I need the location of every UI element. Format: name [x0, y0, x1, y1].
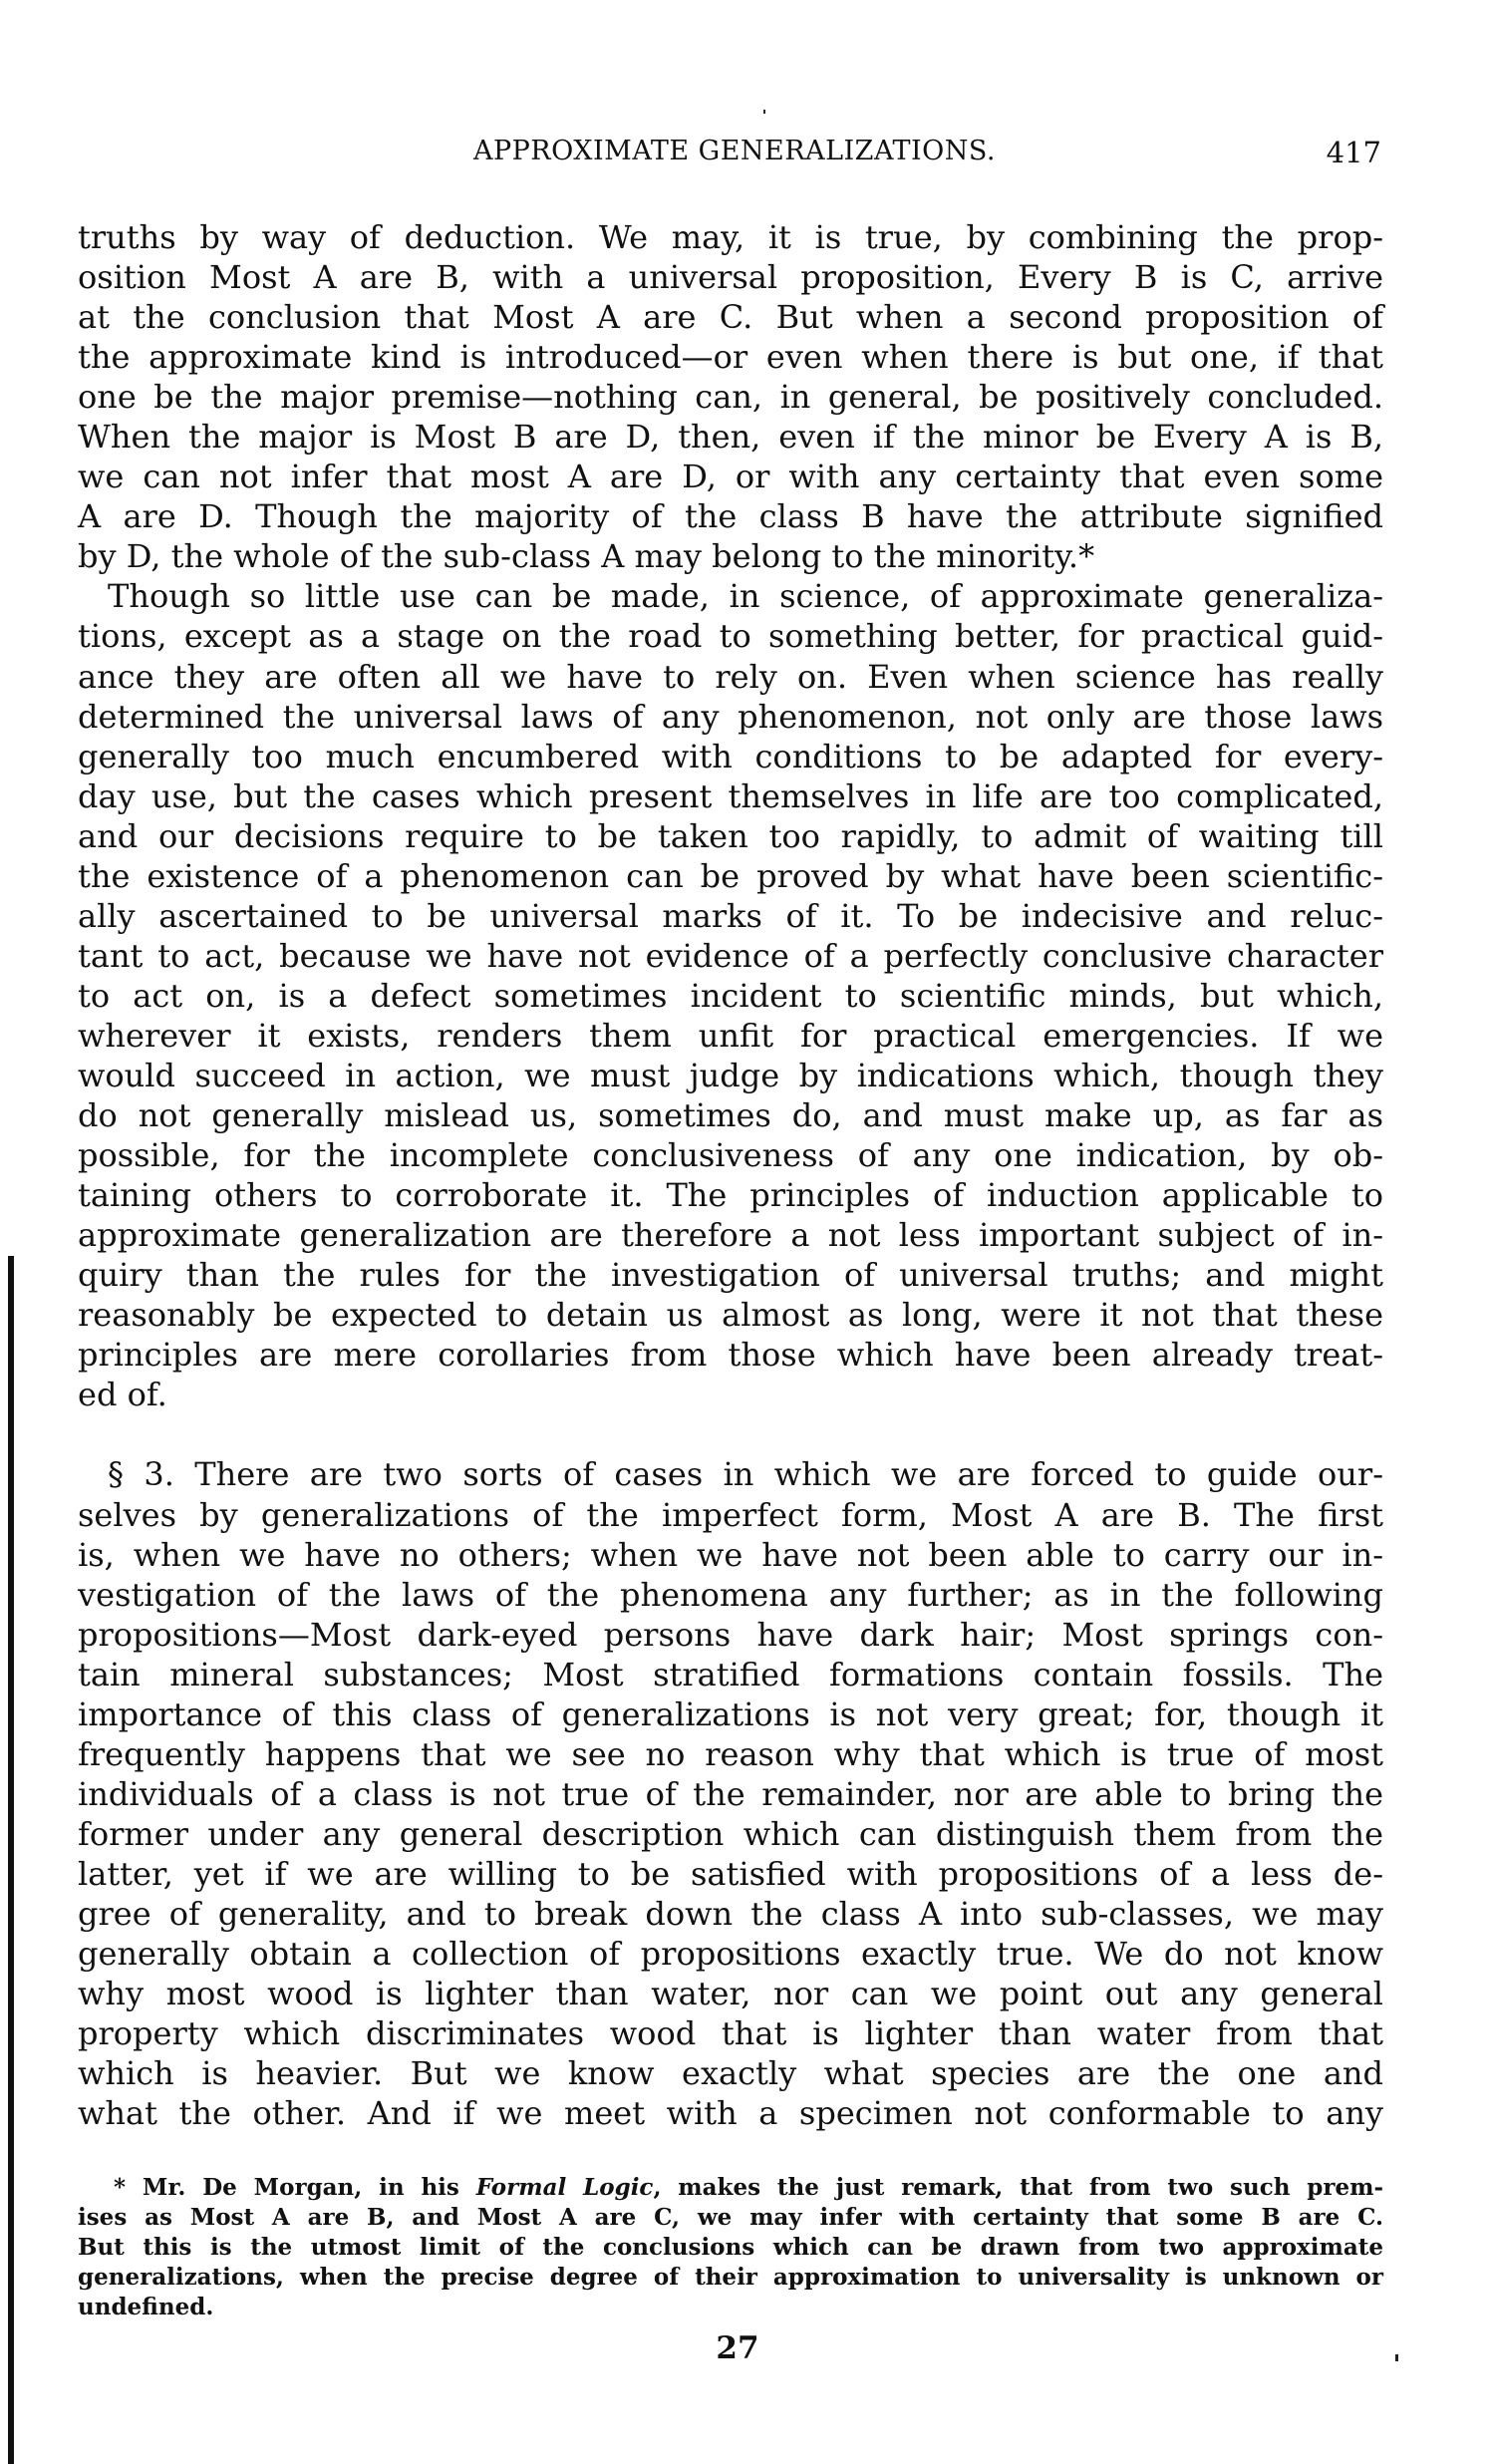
- text-line: generally too much encumbered with conditions to be adapted for every-: [78, 737, 1383, 775]
- paragraph: [78, 217, 1383, 576]
- text-line: one be the major premise—nothing can, in general, be positively concluded.: [78, 378, 1383, 417]
- text-line: truths by way of deduction. We may, it is true, by combining the prop-: [78, 218, 1383, 256]
- text-line: day use, but the cases which present themselves in life are too complicated,: [78, 776, 1383, 815]
- running-title: APPROXIMATE GENERALIZATIONS.: [472, 136, 997, 166]
- text-line: which is heavier. But we know exactly what species are the one and: [78, 2054, 1383, 2093]
- text-line: importance of this class of generalizations is not very great; for, though it: [78, 1694, 1383, 1733]
- text-line: individuals of a class is not true of the remainder, nor are able to bring the: [78, 1774, 1383, 1813]
- footnote-line: But this is the utmost limit of the conclusions which can be drawn from two approximate: [78, 2234, 1383, 2261]
- text-line: approximate generalization are therefore a not less important subject of in-: [78, 1216, 1383, 1255]
- text-line: wherever it exists, renders them unfit for practical emergencies. If we: [78, 1016, 1383, 1055]
- footnote-line: ises as Most A are B, and Most A are C, we may infer with certainty that some B are C.: [78, 2204, 1383, 2231]
- book-title-formal-logic: Formal Logic: [475, 2174, 654, 2201]
- signature-mark: 27: [716, 2330, 759, 2366]
- section-heading-line: § 3. There are two sorts of cases in which we are forced to guide our-: [108, 1455, 1383, 1494]
- text-line: principles are mere corollaries from those which have been already treat-: [78, 1336, 1383, 1375]
- section-3-paragraph: [78, 1454, 1383, 2133]
- scan-speck: [1395, 2354, 1398, 2361]
- footnote-line: generalizations, when the precise degree of their approximation to universality is unknown or: [78, 2264, 1383, 2291]
- text-line: determined the universal laws of any phenomenon, not only are those laws: [78, 697, 1383, 736]
- text-line: gree of generality, and to break down the class A into sub-classes, we may: [78, 1894, 1383, 1933]
- footnote-line: [78, 2173, 1383, 2203]
- text-line: latter, yet if we are willing to be satisfied with propositions of a less de-: [78, 1854, 1383, 1893]
- text-line: we can not infer that most A are D, or with any certainty that even some: [78, 458, 1383, 496]
- text-line: When the major is Most B are D, then, even if the minor be Every A is B,: [78, 418, 1383, 457]
- text-line: taining others to corroborate it. The principles of induction applicable to: [78, 1176, 1383, 1215]
- text-line: osition Most A are B, with a universal proposition, Every B is C, arrive: [78, 258, 1383, 297]
- text-line: why most wood is lighter than water, nor can we point out any general: [78, 1975, 1383, 2013]
- text-line: what the other. And if we meet with a specimen not conformable to any: [78, 2094, 1383, 2133]
- text-line: at the conclusion that Most A are C. But when a second proposition of: [78, 298, 1383, 337]
- text-line: A are D. Though the majority of the class B have the attribute signified: [78, 497, 1383, 536]
- text-line: reasonably be expected to detain us almost as long, were it not that these: [78, 1296, 1383, 1335]
- text-line: former under any general description which can distinguish them from the: [78, 1814, 1383, 1853]
- text-line: the approximate kind is introduced—or even when there is but one, if that: [78, 338, 1383, 377]
- text-line: and our decisions require to be taken too rapidly, to admit of waiting till: [78, 816, 1383, 855]
- text-line: propositions—Most dark-eyed persons have dark hair; Most springs con-: [78, 1615, 1383, 1654]
- footnote-text: * Mr. De Morgan, in his: [114, 2174, 476, 2201]
- text-line: by D, the whole of the sub-class A may belong to the minority.*: [78, 537, 1095, 576]
- text-line: tain mineral substances; Most stratified formations contain fossils. The: [78, 1655, 1383, 1694]
- page-binding-edge: [8, 1256, 14, 2464]
- text-line: ance they are often all we have to rely on. Even when science has really: [78, 657, 1383, 696]
- text-line: ed of.: [78, 1376, 167, 1414]
- text-line: is, when we have no others; when we have not been able to carry our in-: [78, 1535, 1383, 1574]
- page-number: 417: [1326, 136, 1381, 169]
- text-line: Though so little use can be made, in science, of approximate generaliza-: [108, 577, 1383, 616]
- text-line: would succeed in action, we must judge by indications which, though they: [78, 1056, 1383, 1094]
- text-line: selves by generalizations of the imperfect form, Most A are B. The first: [78, 1495, 1383, 1534]
- text-line: tions, except as a stage on the road to something better, for practical guid-: [78, 617, 1383, 656]
- section-gap: [78, 1414, 1383, 1454]
- running-head: [0, 136, 1490, 179]
- text-line: frequently happens that we see no reason why that which is true of most: [78, 1734, 1383, 1773]
- paragraph: [78, 576, 1383, 1414]
- text-line: property which discriminates wood that is lighter than water from that: [78, 2014, 1383, 2053]
- text-line: vestigation of the laws of the phenomena any further; as in the following: [78, 1575, 1383, 1614]
- text-line: do not generally mislead us, sometimes do, and must make up, as far as: [78, 1096, 1383, 1135]
- text-line: to act on, is a defect sometimes incident to scientific minds, but which,: [78, 976, 1383, 1015]
- text-line: generally obtain a collection of propositions exactly true. We do not know: [78, 1935, 1383, 1974]
- text-line: tant to act, because we have not evidence of a perfectly conclusive character: [78, 936, 1383, 975]
- text-line: possible, for the incomplete conclusiveness of any one indication, by ob-: [78, 1136, 1383, 1175]
- body-text: [78, 217, 1383, 2133]
- text-line: ally ascertained to be universal marks of it. To be indecisive and reluc-: [78, 896, 1383, 935]
- text-line: quiry than the rules for the investigation of universal truths; and might: [78, 1256, 1383, 1295]
- footnote-line: undefined.: [78, 2294, 214, 2320]
- footnote-text: , makes the just remark, that from two such prem-: [653, 2174, 1384, 2201]
- text-line: the existence of a phenomenon can be proved by what have been scientific-: [78, 856, 1383, 895]
- scan-speck: [763, 110, 765, 114]
- footnote: [78, 2173, 1383, 2322]
